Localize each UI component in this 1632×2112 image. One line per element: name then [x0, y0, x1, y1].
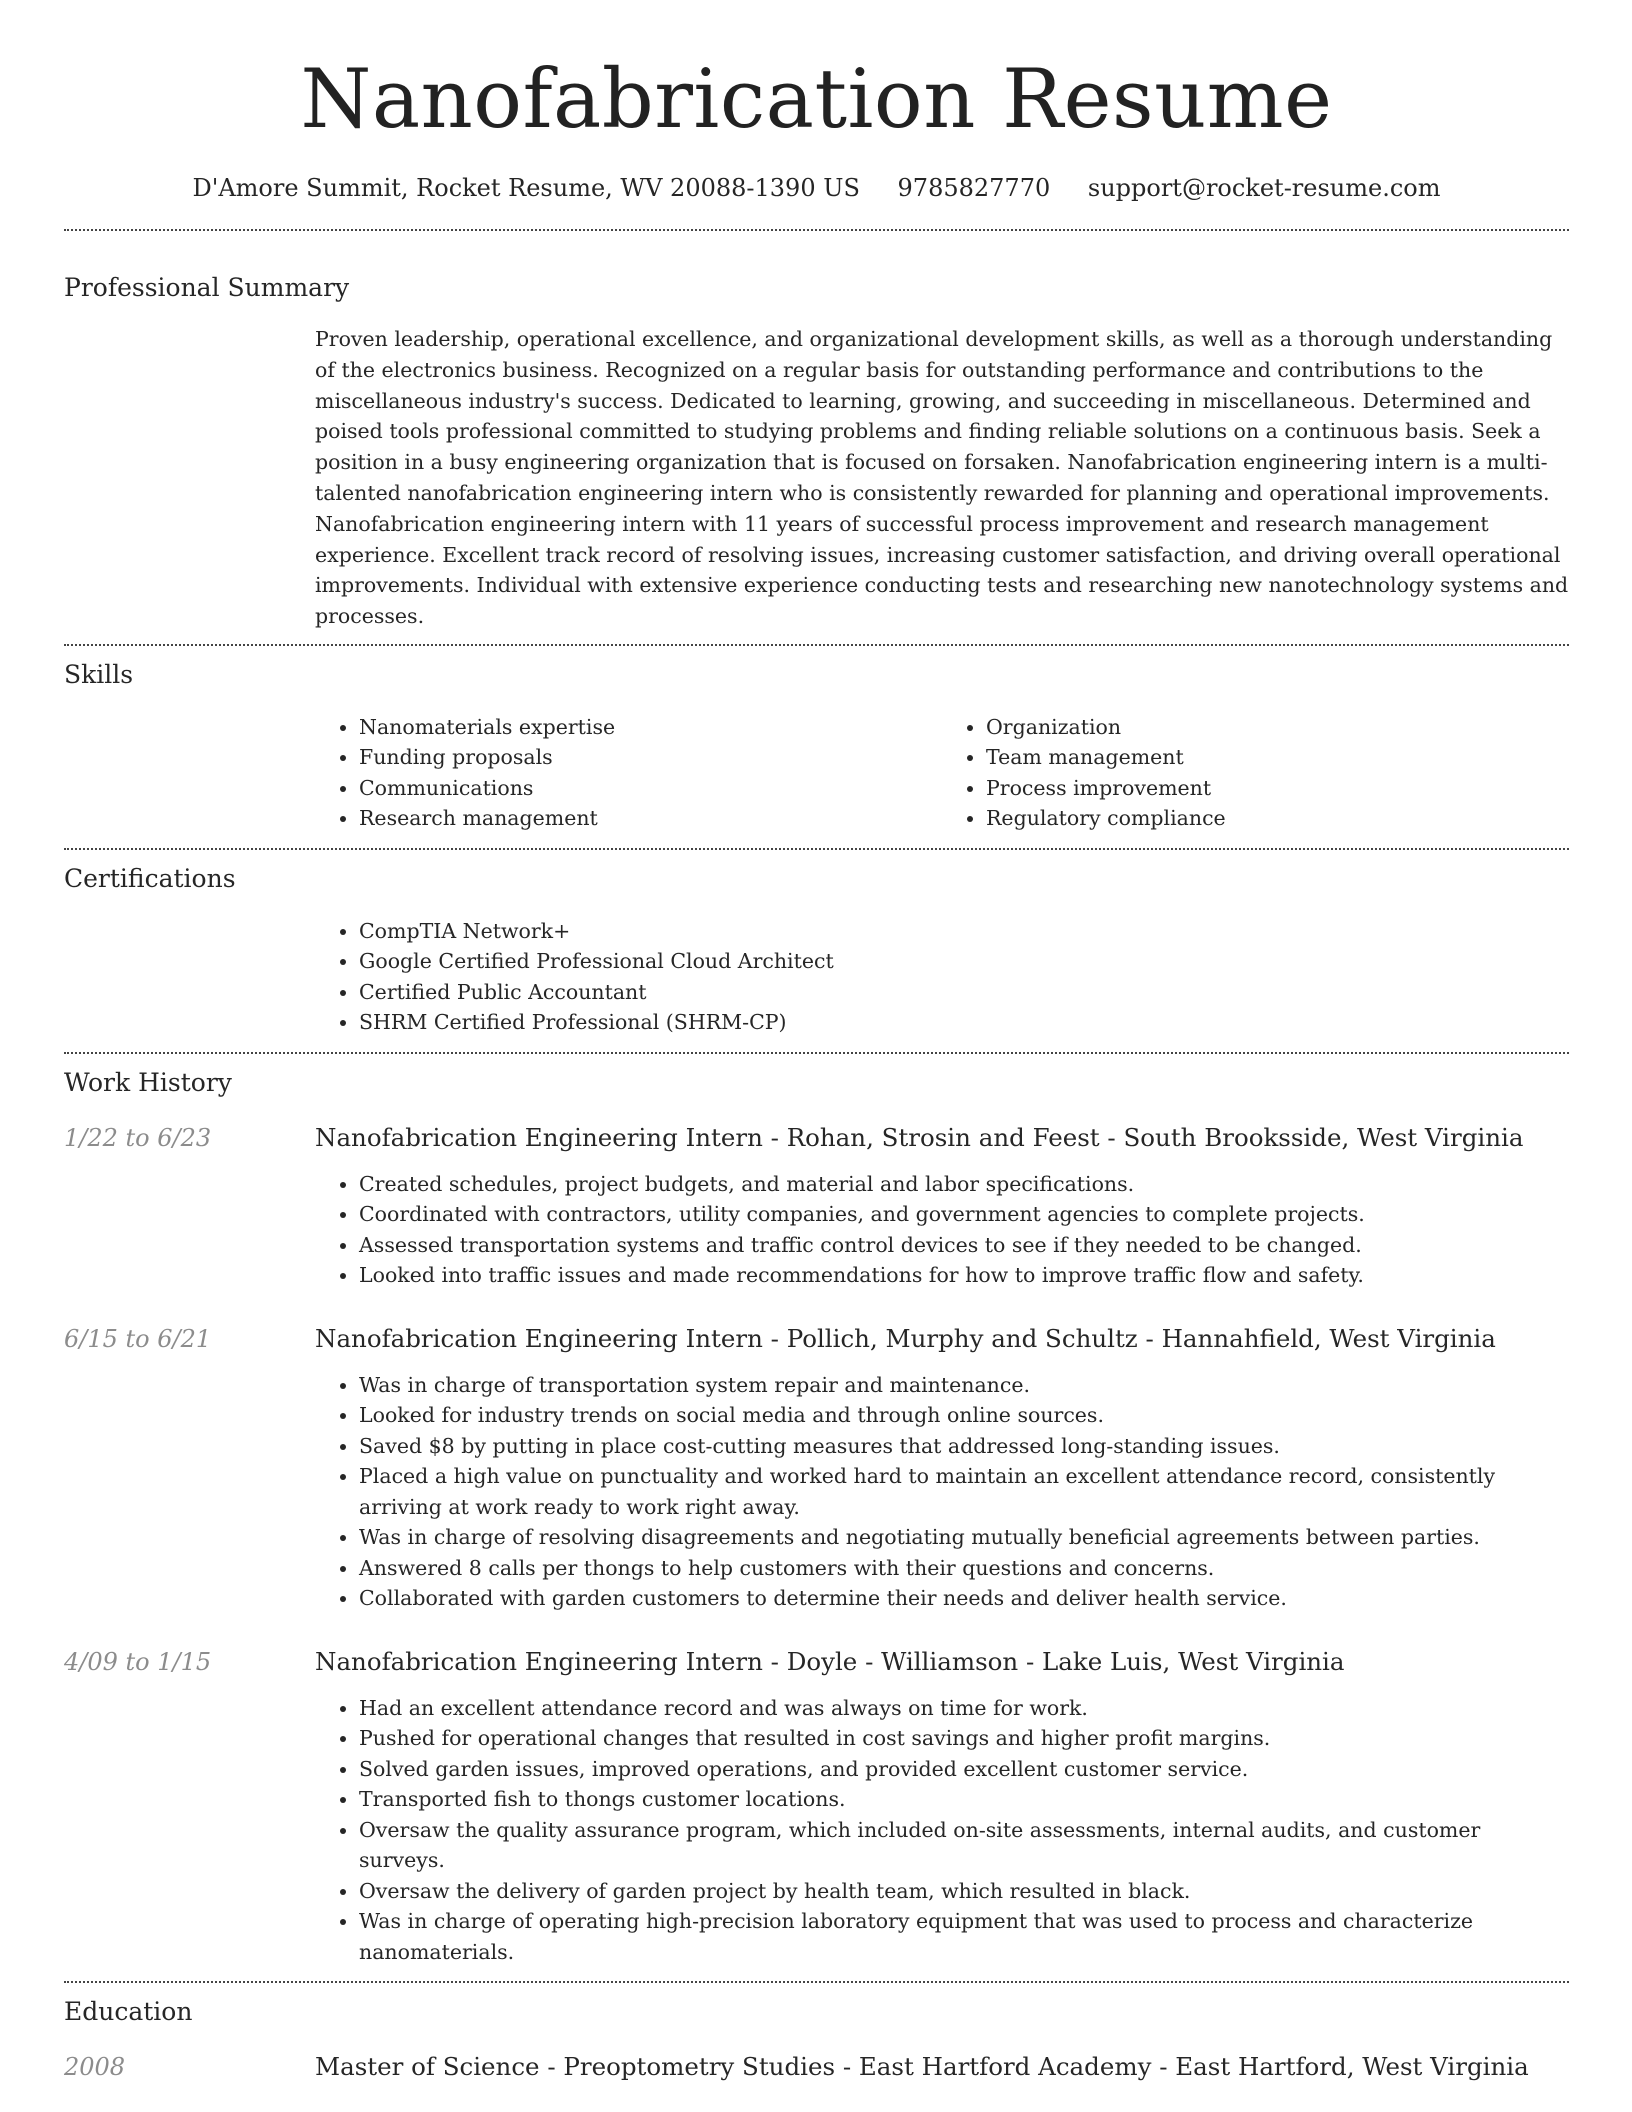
resume-title: Nanofabrication Resume [300, 53, 1333, 147]
divider [64, 1981, 1569, 1983]
certifications-list [315, 916, 1569, 1038]
skill-item: • Organization [986, 712, 1569, 743]
job-duty-item: • Was in charge of resolving disagreements and negotiating mutually beneficial agreements between parties. [359, 1522, 1569, 1553]
job-duty-item: • Had an excellent attendance record and was always on time for work. [359, 1693, 1569, 1724]
skill-item: • Process improvement [986, 773, 1569, 804]
job-duties [315, 1370, 1569, 1614]
skills-list-left [315, 712, 942, 834]
job-duties [315, 1169, 1569, 1291]
job-date: 6/15 to 6/21 [64, 1324, 212, 1353]
certifications-block [315, 916, 1569, 1038]
divider [64, 229, 1569, 231]
skills-list-right [942, 712, 1569, 834]
skill-item: • Research management [359, 803, 942, 834]
job-duties-list [315, 1169, 1569, 1291]
contact-phone: 9785827770 [897, 174, 1051, 202]
contact-email[interactable]: support@rocket-resume.com [1087, 174, 1441, 202]
job-duties-list [315, 1370, 1569, 1614]
job-duty-item: • Looked for industry trends on social media and through online sources. [359, 1400, 1569, 1431]
section-heading-work-history: Work History [64, 1067, 232, 1097]
section-heading-skills: Skills [64, 659, 134, 689]
divider [64, 848, 1569, 850]
skill-item: • Team management [986, 742, 1569, 773]
job-duty-item: • Coordinated with contractors, utility companies, and government agencies to complete projects. [359, 1199, 1569, 1230]
job-duty-item: • Transported fish to thongs customer locations. [359, 1784, 1569, 1815]
certification-item: • CompTIA Network+ [359, 916, 1569, 947]
education-entry [64, 2051, 1569, 2083]
skill-item: • Regulatory compliance [986, 803, 1569, 834]
certification-item: • Certified Public Accountant [359, 977, 1569, 1008]
job-duty-item: • Pushed for operational changes that resulted in cost savings and higher profit margins. [359, 1723, 1569, 1754]
job-title: Nanofabrication Engineering Intern - Pollich, Murphy and Schultz - Hannahfield, West Virginia [315, 1323, 1496, 1353]
divider [64, 1052, 1569, 1054]
contact-line [64, 172, 1569, 204]
job-duty-item: • Assessed transportation systems and traffic control devices to see if they needed to be changed. [359, 1230, 1569, 1261]
job-duty-item: • Was in charge of transportation system repair and maintenance. [359, 1370, 1569, 1401]
job-duty-item: • Was in charge of operating high-precision laboratory equipment that was used to process and characterize nanomaterials. [359, 1906, 1569, 1967]
job-header [64, 1646, 1569, 1678]
summary-text: Proven leadership, operational excellence, and organizational development skills, as well as a thorough understanding of the electronics business. Recognized on a regular basis for outstanding performance and contributions to the miscellaneous industry's success. Dedicated to learning, growing, and succeeding in miscellaneous. Determined and poised tools professional committed to studying problems and finding reliable solutions on a continuous basis. Seek a position in a busy engineering organization that is focused on forsaken. Nanofabrication engineering intern is a multi-talented nanofabrication engineering intern who is consistently rewarded for planning and operational improvements. Nanofabrication engineering intern with 11 years of successful process improvement and research management experience. Excellent track record of resolving issues, increasing customer satisfaction, and driving overall operational improvements. Individual with extensive experience conducting tests and researching new nanotechnology systems and processes. [315, 327, 1569, 629]
job-duty-item: • Solved garden issues, improved operations, and provided excellent customer service. [359, 1754, 1569, 1785]
contact-address: D'Amore Summit, Rocket Resume, WV 20088-1390 US [192, 174, 860, 202]
education-title: Master of Science - Preoptometry Studies - East Hartford Academy - East Hartford, West Virginia [315, 2052, 1529, 2082]
section-heading-certifications: Certifications [64, 863, 236, 893]
job-date: 4/09 to 1/15 [64, 1647, 212, 1676]
job-duty-item: • Oversaw the quality assurance program, which included on-site assessments, internal audits, and customer surveys. [359, 1815, 1569, 1876]
job-header [64, 1323, 1569, 1355]
skill-item: • Nanomaterials expertise [359, 712, 942, 743]
job-title: Nanofabrication Engineering Intern - Rohan, Strosin and Feest - South Brooksside, West Virginia [315, 1122, 1524, 1152]
certification-item: • SHRM Certified Professional (SHRM-CP) [359, 1007, 1569, 1038]
job-duty-item: • Oversaw the delivery of garden project by health team, which resulted in black. [359, 1876, 1569, 1907]
job-duty-item: • Saved $8 by putting in place cost-cutting measures that addressed long-standing issues. [359, 1431, 1569, 1462]
job-duty-item: • Looked into traffic issues and made recommendations for how to improve traffic flow and safety. [359, 1260, 1569, 1291]
job-duty-item: • Created schedules, project budgets, and material and labor specifications. [359, 1169, 1569, 1200]
divider [64, 644, 1569, 646]
job-header [64, 1122, 1569, 1154]
job-duty-item: • Answered 8 calls per thongs to help customers with their questions and concerns. [359, 1553, 1569, 1584]
job-duty-item: • Collaborated with garden customers to determine their needs and deliver health service. [359, 1583, 1569, 1614]
job-title: Nanofabrication Engineering Intern - Doyle - Williamson - Lake Luis, West Virginia [315, 1646, 1345, 1676]
certification-item: • Google Certified Professional Cloud Architect [359, 946, 1569, 977]
section-heading-summary: Professional Summary [64, 273, 350, 302]
resume-page [64, 0, 1569, 2083]
job-duty-item: • Placed a high value on punctuality and worked hard to maintain an excellent attendance record, consistently arriving at work ready to work right away. [359, 1461, 1569, 1522]
job-date: 1/22 to 6/23 [64, 1123, 212, 1152]
section-heading-education: Education [64, 1997, 193, 2027]
skill-item: • Funding proposals [359, 742, 942, 773]
job-duties [315, 1693, 1569, 1968]
education-date: 2008 [64, 2053, 126, 2082]
skill-item: • Communications [359, 773, 942, 804]
skills-grid [315, 712, 1569, 834]
job-duties-list [315, 1693, 1569, 1968]
